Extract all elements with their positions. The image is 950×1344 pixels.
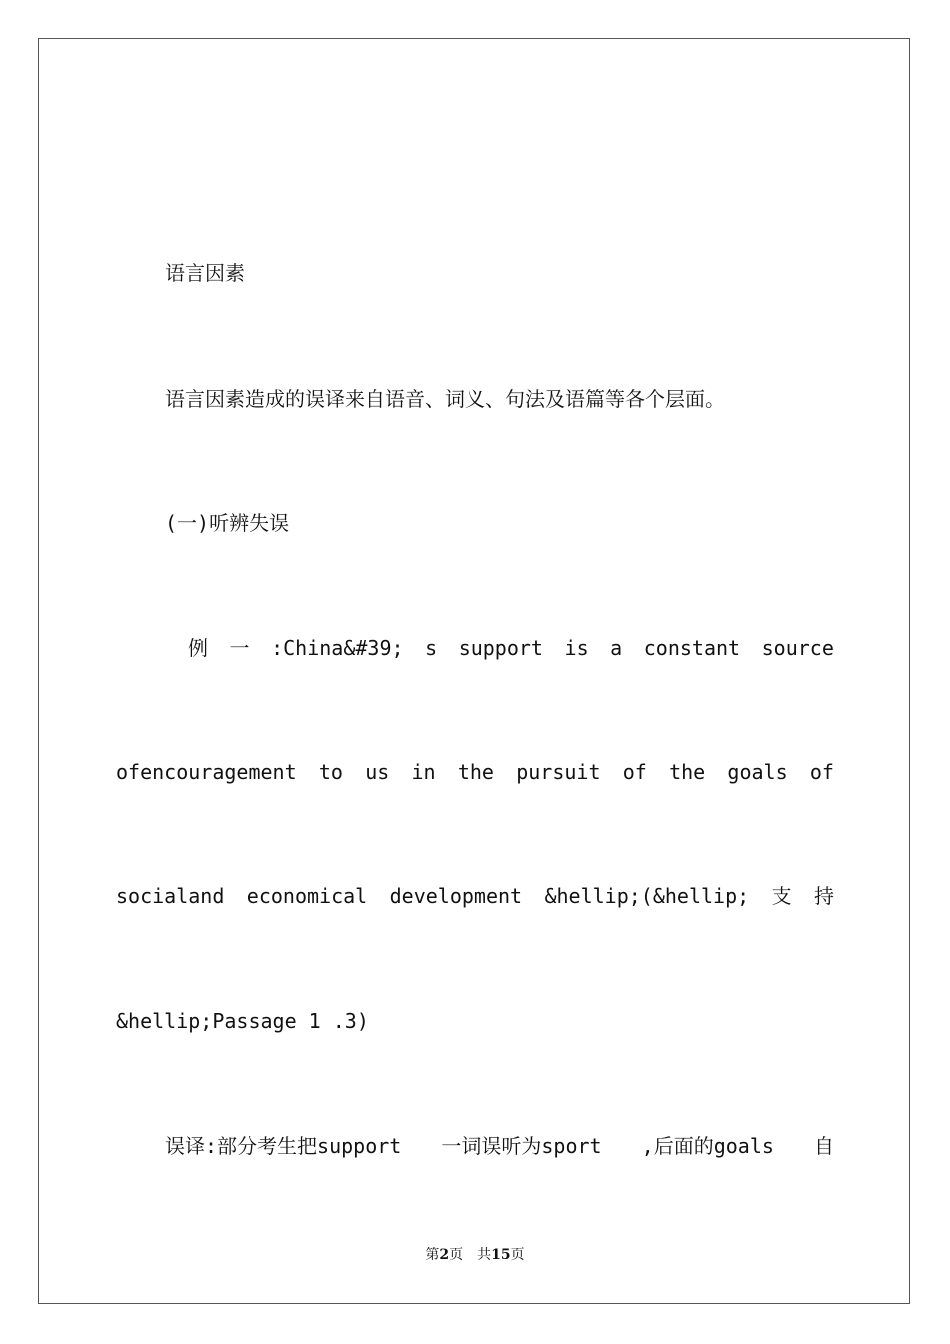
word: to [318, 760, 343, 784]
word: 例 [188, 636, 208, 660]
subsection-title: (一)听辨失误 [165, 511, 290, 535]
word: s [425, 636, 438, 660]
word: socialand [116, 884, 225, 908]
footer-page-number: 2 [439, 1247, 450, 1263]
word: of [622, 760, 647, 784]
example-line-4: &hellip;Passage 1 .3) [116, 1009, 369, 1033]
word: 一词误听为sport [441, 1134, 602, 1158]
footer-prefix: 第 [425, 1247, 440, 1263]
example-line-2 [116, 757, 834, 787]
word: ofencouragement [116, 760, 297, 784]
example-line-1 [188, 633, 834, 663]
word: of [809, 760, 834, 784]
intro-paragraph: 语言因素造成的误译来自语音、词义、句法及语篇等各个层面。 [165, 387, 725, 411]
word: :China&#39; [271, 636, 404, 660]
word: economical [246, 884, 368, 908]
word: 自 [813, 1134, 834, 1158]
section-heading: 语言因素 [165, 261, 245, 285]
word: &hellip;(&hellip; [544, 884, 750, 908]
word: ,后面的goals [641, 1134, 774, 1158]
word: development [389, 884, 523, 908]
word: 持 [813, 884, 834, 908]
example-line-3 [116, 881, 834, 911]
word: source [761, 636, 834, 660]
word: support [458, 636, 543, 660]
footer-total-suffix: 页 [510, 1247, 525, 1263]
word: 一 [229, 636, 250, 660]
word: 误译:部分考生把support [165, 1134, 402, 1158]
word: a [610, 636, 623, 660]
word: constant [643, 636, 741, 660]
word: us [365, 760, 390, 784]
page-footer [0, 1244, 950, 1264]
word: goals [727, 760, 788, 784]
footer-total-pages: 15 [491, 1247, 511, 1263]
word: is [564, 636, 589, 660]
word: the [457, 760, 494, 784]
page-frame [38, 38, 910, 1304]
word: the [669, 760, 706, 784]
error-explanation-line [165, 1131, 834, 1161]
footer-total-prefix: 共 [477, 1247, 492, 1263]
word: pursuit [516, 760, 601, 784]
word: 支 [771, 884, 792, 908]
word: in [411, 760, 436, 784]
footer-page-suffix: 页 [449, 1247, 464, 1263]
